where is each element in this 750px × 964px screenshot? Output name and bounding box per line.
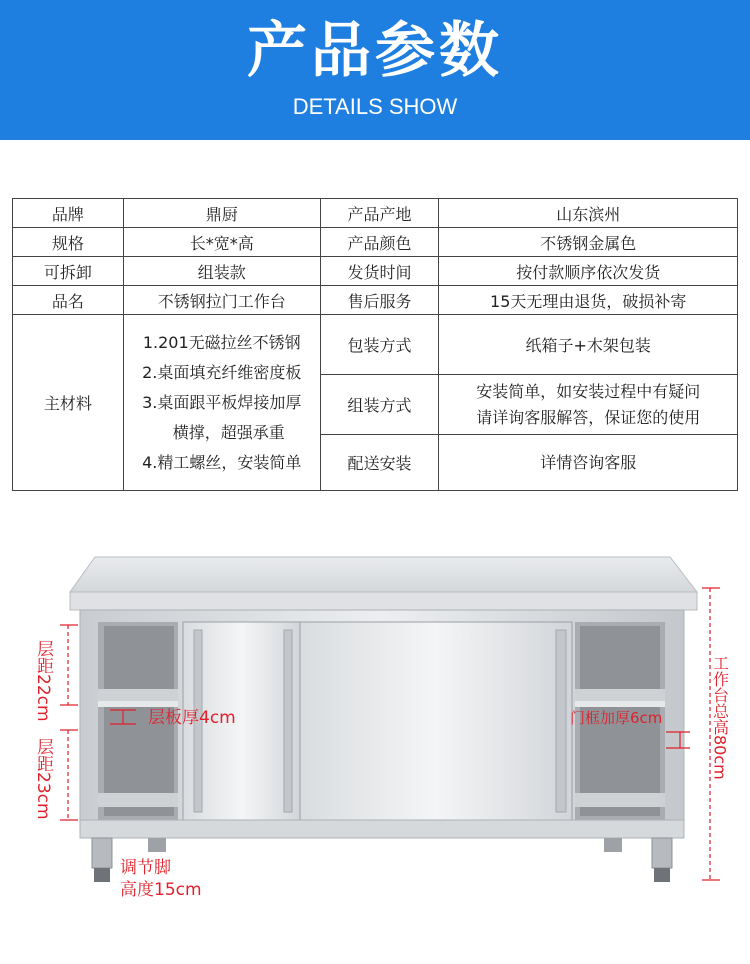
right-door: [300, 622, 572, 820]
material-line: 1.201无磁拉丝不锈钢: [142, 332, 301, 352]
material-line: 3.桌面跟平板焊接加厚: [142, 392, 302, 412]
spec-key: 品牌: [13, 199, 124, 228]
spec-value: 详情咨询客服: [439, 435, 738, 491]
shelf-thickness-label: 层板厚4cm: [148, 708, 236, 728]
spec-key: 发货时间: [320, 257, 439, 286]
table-row: [13, 286, 738, 315]
spec-value: 组装款: [123, 257, 320, 286]
material-line: 4.精工螺丝，安装简单: [142, 452, 302, 472]
spec-key: 组装方式: [320, 375, 439, 435]
spec-key: 产品产地: [320, 199, 439, 228]
material-key: 主材料: [13, 315, 124, 491]
spec-key: 包装方式: [320, 315, 439, 375]
bottom-rail: [80, 820, 684, 838]
table-row: [13, 228, 738, 257]
spec-value: 15天无理由退货，破损补寄: [439, 286, 738, 315]
door-handle: [284, 630, 292, 812]
page-subtitle: DETAILS SHOW: [292, 94, 458, 119]
page-title: 产品参数: [247, 16, 503, 86]
door-handle: [556, 630, 566, 812]
table-row: [13, 199, 738, 228]
foot-label-line2: 高度15cm: [120, 880, 202, 900]
spec-value: 鼎厨: [123, 199, 320, 228]
spec-key: 品名: [13, 286, 124, 315]
spec-value: 纸箱子+木架包装: [439, 315, 738, 375]
shelf-gap-bottom-text: 层距23cm: [33, 738, 53, 820]
spec-value: 不锈钢金属色: [439, 228, 738, 257]
header-banner: [0, 0, 750, 140]
spec-value-line: 安装简单，如安装过程中有疑问: [476, 381, 701, 401]
foot-label-line1: 调节脚: [120, 858, 171, 878]
adjustable-feet: [92, 838, 672, 882]
table-row: [13, 315, 738, 375]
total-height-label: 工作台总高80cm: [710, 655, 730, 780]
spec-key: 配送安装: [320, 435, 439, 491]
spec-key: 售后服务: [320, 286, 439, 315]
table-row: [13, 257, 738, 286]
material-line: 2.桌面填充纤维密度板: [142, 362, 302, 382]
spec-key: 可拆卸: [13, 257, 124, 286]
spec-value-line: 请详询客服解答，保证您的使用: [476, 407, 701, 427]
shelf-gap-top-text: 层距22cm: [33, 640, 53, 722]
material-list: [123, 315, 320, 491]
material-line: 横撑，超强承重: [172, 422, 285, 442]
spec-value: 按付款顺序依次发货: [439, 257, 738, 286]
spec-key: 规格: [13, 228, 124, 257]
spec-table: [12, 198, 738, 491]
door-frame-label: 门框加厚6cm: [570, 709, 663, 727]
cabinet-diagram: [0, 540, 750, 940]
spec-key: 产品颜色: [320, 228, 439, 257]
worktop: [70, 557, 697, 610]
spec-value: 长*宽*高: [123, 228, 320, 257]
spec-value: 山东滨州: [439, 199, 738, 228]
spec-value: [439, 375, 738, 435]
spec-value: 不锈钢拉门工作台: [123, 286, 320, 315]
